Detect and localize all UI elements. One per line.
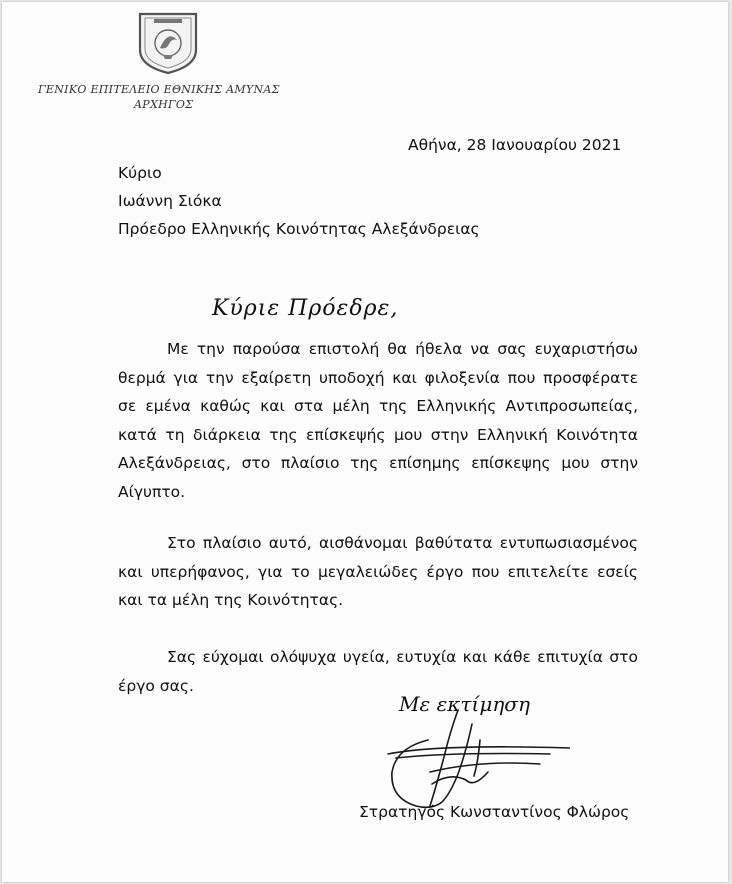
signer-name: Στρατηγός Κωνσταντίνος Φλώρος — [359, 803, 630, 821]
recipient-title: Κύριο — [118, 164, 162, 182]
handwritten-salutation: Κύριε Πρόεδρε, — [212, 296, 399, 321]
recipient-name: Ιωάννη Σιόκα — [118, 192, 222, 210]
letter-date: Αθήνα, 28 Ιανουαρίου 2021 — [408, 136, 622, 154]
letterhead-line-1: ΓΕΝΙΚΟ ΕΠΙΤΕΛΕΙΟ ΕΘΝΙΚΗΣ ΑΜΥΝΑΣ — [38, 83, 280, 96]
army-emblem-icon — [136, 10, 200, 76]
body-paragraph-2: Στο πλαίσιο αυτό, αισθάνομαι βαθύτατα εντυπωσιασμένος και υπερήφανος, για το μεγαλειώδες έργο που επιτελείτε εσείς και τα μέλη της Κοινότητας. — [118, 534, 638, 609]
body-paragraph-1: Με την παρούσα επιστολή θα ήθελα να σας ευχαριστήσω θερμά για την εξαίρετη υποδοχή και φιλοξενία που προσφέρατε σε εμένα καθώς και στα μέλη της Ελληνικής Αντιπροσωπείας, κατά τη διάρκεια της επίσκεψής μου στην Ελληνική Κοινότητα Αλεξάνδρειας, στο πλαίσιο της επίσημης επίσκεψης μου στην Αίγυπτο. — [118, 340, 638, 501]
recipient-position: Πρόεδρο Ελληνικής Κοινότητας Αλεξάνδρειας — [118, 220, 480, 238]
handwritten-closing: Με εκτίμηση — [399, 692, 530, 716]
letter-page — [2, 2, 728, 882]
letterhead-line-2: ΑΡΧΗΓΟΣ — [134, 98, 194, 111]
letterhead — [38, 83, 308, 111]
body-paragraph-3: Σας εύχομαι ολόψυχα υγεία, ευτυχία και κάθε επιτυχία στο έργο σας. — [118, 648, 638, 695]
